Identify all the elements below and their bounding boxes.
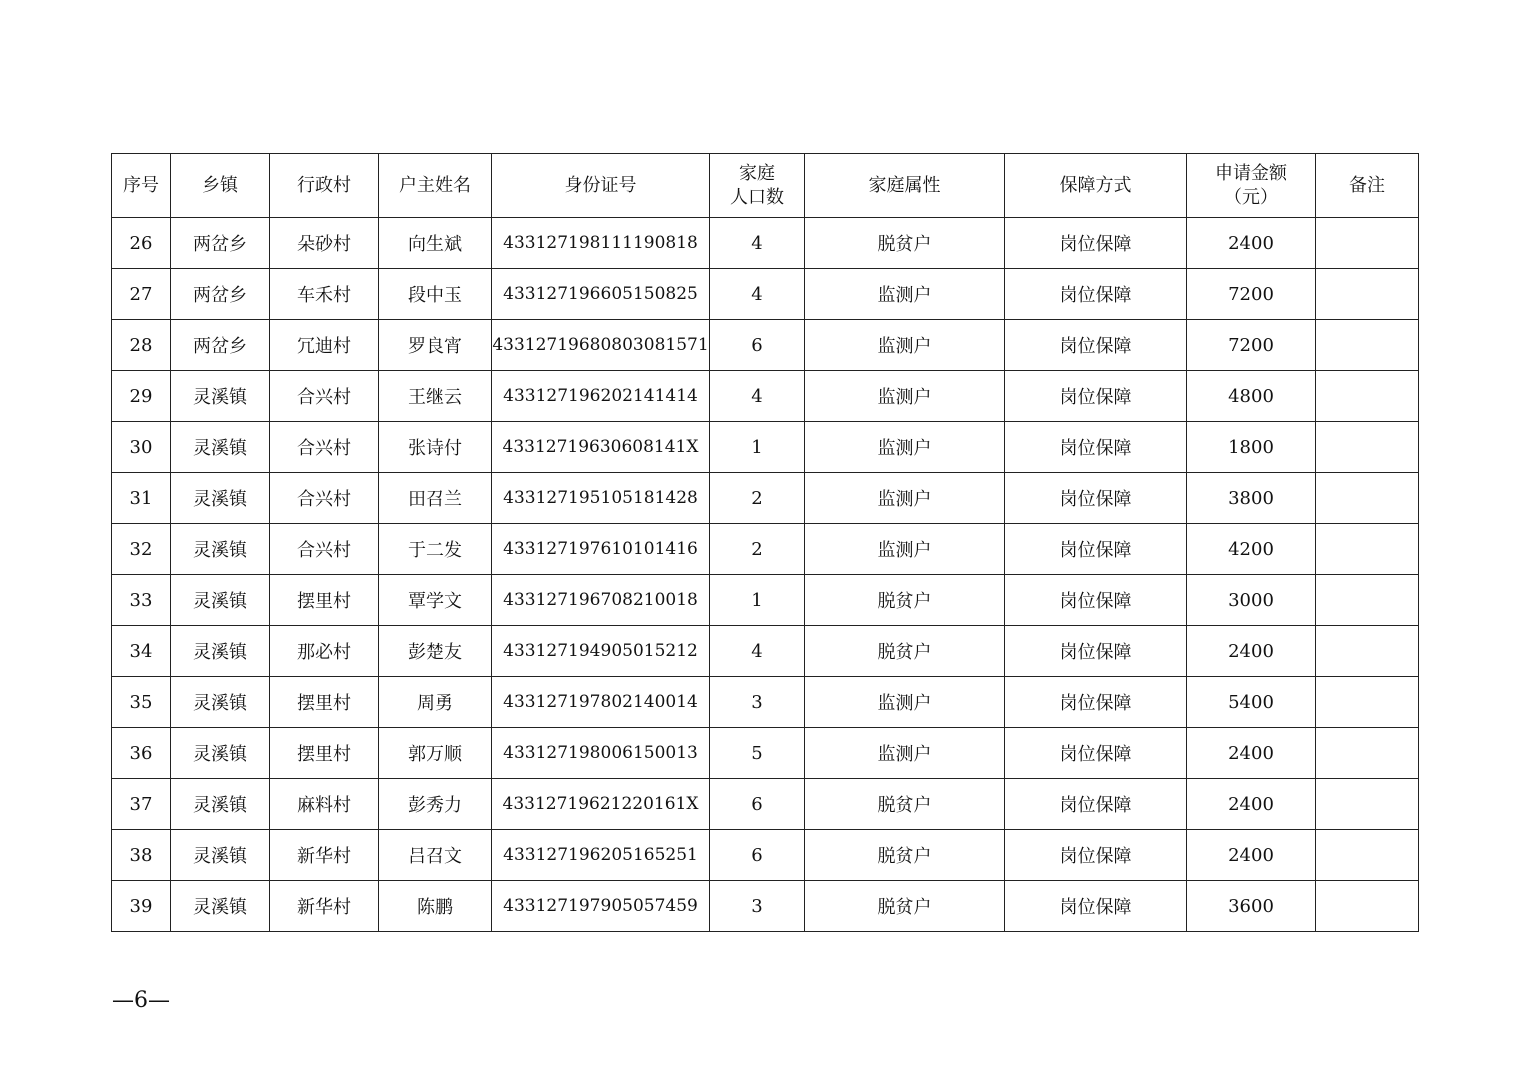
table-row	[112, 269, 1419, 320]
table-row	[112, 626, 1419, 677]
cell-amount: 2400	[1187, 218, 1316, 269]
cell-village: 合兴村	[270, 473, 379, 524]
cell-seq: 37	[112, 779, 171, 830]
cell-village: 朵砂村	[270, 218, 379, 269]
cell-village: 合兴村	[270, 524, 379, 575]
cell-seq: 35	[112, 677, 171, 728]
cell-support-method: 岗位保障	[1005, 473, 1187, 524]
table-body	[112, 218, 1419, 932]
cell-household-attribute: 监测户	[805, 677, 1005, 728]
cell-town: 灵溪镇	[171, 575, 270, 626]
cell-household-attribute: 脱贫户	[805, 218, 1005, 269]
cell-head-name: 彭楚友	[379, 626, 492, 677]
header-id-number: 身份证号	[492, 154, 710, 218]
cell-note	[1316, 830, 1419, 881]
cell-support-method: 岗位保障	[1005, 422, 1187, 473]
cell-head-name: 郭万顺	[379, 728, 492, 779]
cell-seq: 31	[112, 473, 171, 524]
cell-amount: 7200	[1187, 269, 1316, 320]
cell-head-name: 段中玉	[379, 269, 492, 320]
cell-household-attribute: 监测户	[805, 269, 1005, 320]
cell-household-attribute: 监测户	[805, 320, 1005, 371]
table-row	[112, 779, 1419, 830]
header-household-size	[710, 154, 805, 218]
cell-town: 灵溪镇	[171, 626, 270, 677]
cell-household-size: 3	[710, 677, 805, 728]
header-town: 乡镇	[171, 154, 270, 218]
table-row	[112, 728, 1419, 779]
cell-household-attribute: 脱贫户	[805, 830, 1005, 881]
cell-note	[1316, 524, 1419, 575]
cell-town: 两岔乡	[171, 320, 270, 371]
cell-amount: 7200	[1187, 320, 1316, 371]
cell-town: 灵溪镇	[171, 830, 270, 881]
header-row	[112, 154, 1419, 218]
cell-household-attribute: 监测户	[805, 728, 1005, 779]
cell-amount: 5400	[1187, 677, 1316, 728]
cell-id-number: 433127198006150013	[492, 728, 710, 779]
cell-household-size: 6	[710, 779, 805, 830]
cell-seq: 27	[112, 269, 171, 320]
cell-household-attribute: 监测户	[805, 422, 1005, 473]
cell-village: 那必村	[270, 626, 379, 677]
header-household-attribute: 家庭属性	[805, 154, 1005, 218]
cell-seq: 38	[112, 830, 171, 881]
cell-village: 摆里村	[270, 575, 379, 626]
cell-seq: 29	[112, 371, 171, 422]
cell-village: 摆里村	[270, 728, 379, 779]
cell-id-number: 43312719630608141X	[492, 422, 710, 473]
cell-household-attribute: 监测户	[805, 371, 1005, 422]
table-row	[112, 575, 1419, 626]
cell-town: 灵溪镇	[171, 524, 270, 575]
cell-note	[1316, 575, 1419, 626]
cell-amount: 3600	[1187, 881, 1316, 932]
cell-support-method: 岗位保障	[1005, 371, 1187, 422]
cell-id-number: 433127194905015212	[492, 626, 710, 677]
cell-amount: 2400	[1187, 830, 1316, 881]
cell-support-method: 岗位保障	[1005, 218, 1187, 269]
cell-village: 新华村	[270, 830, 379, 881]
cell-support-method: 岗位保障	[1005, 524, 1187, 575]
cell-household-size: 2	[710, 524, 805, 575]
cell-note	[1316, 269, 1419, 320]
cell-amount: 2400	[1187, 779, 1316, 830]
cell-note	[1316, 473, 1419, 524]
cell-town: 灵溪镇	[171, 422, 270, 473]
cell-household-size: 4	[710, 371, 805, 422]
cell-id-number: 433127196708210018	[492, 575, 710, 626]
cell-village: 合兴村	[270, 422, 379, 473]
cell-town: 两岔乡	[171, 269, 270, 320]
table-row	[112, 218, 1419, 269]
cell-support-method: 岗位保障	[1005, 677, 1187, 728]
cell-village: 新华村	[270, 881, 379, 932]
cell-note	[1316, 320, 1419, 371]
cell-seq: 26	[112, 218, 171, 269]
cell-household-size: 2	[710, 473, 805, 524]
cell-household-attribute: 脱贫户	[805, 575, 1005, 626]
cell-support-method: 岗位保障	[1005, 626, 1187, 677]
cell-village: 麻料村	[270, 779, 379, 830]
cell-note	[1316, 677, 1419, 728]
cell-village: 冗迪村	[270, 320, 379, 371]
cell-seq: 30	[112, 422, 171, 473]
table-header	[112, 154, 1419, 218]
cell-amount: 4200	[1187, 524, 1316, 575]
table-row	[112, 677, 1419, 728]
cell-id-number: 433127198111190818	[492, 218, 710, 269]
cell-support-method: 岗位保障	[1005, 881, 1187, 932]
table-row	[112, 422, 1419, 473]
cell-note	[1316, 881, 1419, 932]
cell-household-size: 1	[710, 422, 805, 473]
cell-household-size: 4	[710, 218, 805, 269]
cell-head-name: 张诗付	[379, 422, 492, 473]
cell-town: 灵溪镇	[171, 677, 270, 728]
cell-village: 合兴村	[270, 371, 379, 422]
cell-note	[1316, 218, 1419, 269]
cell-amount: 2400	[1187, 728, 1316, 779]
cell-household-size: 1	[710, 575, 805, 626]
header-seq: 序号	[112, 154, 171, 218]
cell-id-number: 433127196605150825	[492, 269, 710, 320]
cell-id-number: 433127197905057459	[492, 881, 710, 932]
cell-household-attribute: 脱贫户	[805, 779, 1005, 830]
table-row	[112, 371, 1419, 422]
header-amount-line2: （元）	[1224, 186, 1278, 208]
cell-seq: 32	[112, 524, 171, 575]
cell-household-attribute: 监测户	[805, 473, 1005, 524]
cell-note	[1316, 728, 1419, 779]
table-row	[112, 320, 1419, 371]
household-table	[111, 153, 1419, 932]
cell-id-number: 43312719680803081571	[492, 320, 710, 371]
cell-head-name: 吕召文	[379, 830, 492, 881]
page-number: —6—	[112, 988, 170, 1013]
cell-amount: 1800	[1187, 422, 1316, 473]
cell-head-name: 田召兰	[379, 473, 492, 524]
cell-village: 摆里村	[270, 677, 379, 728]
header-household-size-line1: 家庭	[739, 162, 775, 184]
cell-seq: 39	[112, 881, 171, 932]
cell-seq: 33	[112, 575, 171, 626]
header-village: 行政村	[270, 154, 379, 218]
cell-head-name: 覃学文	[379, 575, 492, 626]
cell-id-number: 433127196202141414	[492, 371, 710, 422]
cell-id-number: 433127197802140014	[492, 677, 710, 728]
cell-seq: 28	[112, 320, 171, 371]
cell-household-attribute: 脱贫户	[805, 626, 1005, 677]
cell-support-method: 岗位保障	[1005, 269, 1187, 320]
cell-head-name: 彭秀力	[379, 779, 492, 830]
table-row	[112, 830, 1419, 881]
cell-amount: 3800	[1187, 473, 1316, 524]
cell-town: 灵溪镇	[171, 881, 270, 932]
header-note: 备注	[1316, 154, 1419, 218]
cell-town: 灵溪镇	[171, 728, 270, 779]
header-amount	[1187, 154, 1316, 218]
cell-note	[1316, 422, 1419, 473]
cell-id-number: 433127196205165251	[492, 830, 710, 881]
cell-support-method: 岗位保障	[1005, 830, 1187, 881]
header-amount-line1: 申请金额	[1215, 162, 1287, 184]
cell-head-name: 陈鹏	[379, 881, 492, 932]
cell-head-name: 于二发	[379, 524, 492, 575]
cell-household-size: 4	[710, 269, 805, 320]
table-row	[112, 881, 1419, 932]
table-row	[112, 473, 1419, 524]
cell-head-name: 周勇	[379, 677, 492, 728]
cell-id-number: 433127195105181428	[492, 473, 710, 524]
cell-household-attribute: 脱贫户	[805, 881, 1005, 932]
cell-seq: 34	[112, 626, 171, 677]
cell-support-method: 岗位保障	[1005, 779, 1187, 830]
cell-town: 灵溪镇	[171, 473, 270, 524]
cell-amount: 4800	[1187, 371, 1316, 422]
cell-amount: 3000	[1187, 575, 1316, 626]
cell-id-number: 43312719621220161X	[492, 779, 710, 830]
cell-head-name: 王继云	[379, 371, 492, 422]
cell-village: 车禾村	[270, 269, 379, 320]
header-head-name: 户主姓名	[379, 154, 492, 218]
cell-household-size: 5	[710, 728, 805, 779]
header-household-size-line2: 人口数	[730, 186, 784, 208]
cell-amount: 2400	[1187, 626, 1316, 677]
cell-household-size: 6	[710, 830, 805, 881]
cell-head-name: 向生斌	[379, 218, 492, 269]
cell-support-method: 岗位保障	[1005, 728, 1187, 779]
cell-household-size: 4	[710, 626, 805, 677]
cell-household-size: 3	[710, 881, 805, 932]
cell-note	[1316, 371, 1419, 422]
cell-head-name: 罗良宵	[379, 320, 492, 371]
cell-town: 两岔乡	[171, 218, 270, 269]
cell-support-method: 岗位保障	[1005, 320, 1187, 371]
cell-town: 灵溪镇	[171, 371, 270, 422]
cell-household-attribute: 监测户	[805, 524, 1005, 575]
cell-household-size: 6	[710, 320, 805, 371]
cell-note	[1316, 626, 1419, 677]
cell-id-number: 433127197610101416	[492, 524, 710, 575]
table-row	[112, 524, 1419, 575]
cell-seq: 36	[112, 728, 171, 779]
cell-town: 灵溪镇	[171, 779, 270, 830]
cell-support-method: 岗位保障	[1005, 575, 1187, 626]
header-support-method: 保障方式	[1005, 154, 1187, 218]
cell-note	[1316, 779, 1419, 830]
